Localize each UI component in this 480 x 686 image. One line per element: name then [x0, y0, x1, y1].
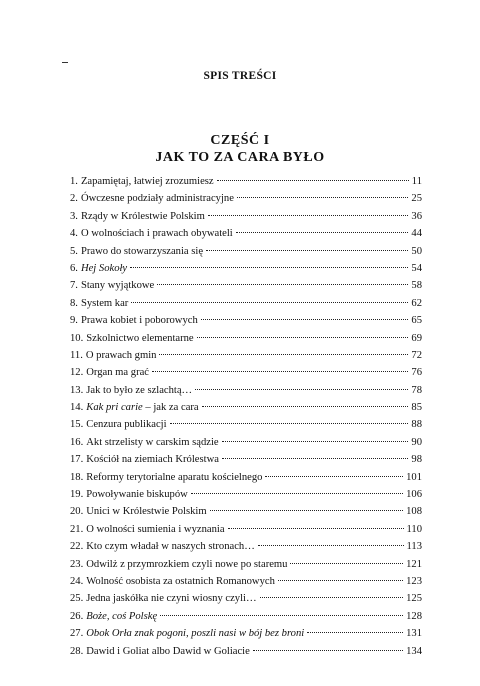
toc-entry-title-text: Kościół na ziemiach Królestwa [86, 454, 219, 466]
dot-leader [202, 396, 409, 407]
dot-leader [290, 553, 403, 564]
toc-entry-number: 19. [70, 489, 84, 501]
toc-entry-number: 15. [70, 419, 84, 431]
toc-entry-page-number: 90 [411, 436, 422, 448]
toc-entry-number: 16. [70, 436, 84, 448]
toc-entry-title [83, 364, 149, 381]
dot-leader [131, 292, 408, 303]
toc-entry-title [83, 608, 157, 625]
toc-entry-title-text: Dawid i Goliat albo Dawid w Goliacie [86, 645, 250, 657]
toc-entry-page-number: 54 [411, 262, 422, 274]
toc-entry-number: 3. [70, 210, 78, 222]
toc-entry-page-number: 108 [406, 506, 422, 518]
toc-entry-page-number: 101 [406, 471, 422, 483]
dot-leader [258, 535, 404, 546]
toc-entry-page-number: 128 [406, 610, 422, 622]
toc-entry-number: 26. [70, 610, 84, 622]
toc-entry-number: 20. [70, 506, 84, 518]
toc-entry-title-text: O wolnościach i prawach obywateli [80, 228, 233, 240]
toc-entry-page-number: 123 [406, 575, 422, 587]
toc-entry-number: 21. [70, 523, 84, 535]
toc-entry-title-text: Obok Orła znak pogoni, poszli nasi w bój bez broni [86, 628, 305, 640]
toc-entry-page-number: 25 [411, 193, 422, 205]
toc-entry-number: 5. [70, 245, 78, 257]
toc-entry-number: 28. [70, 645, 84, 657]
dot-leader [157, 274, 408, 285]
toc-entry-title [83, 434, 218, 451]
dot-leader [260, 587, 404, 598]
toc-entry-title-text: Rządy w Królestwie Polskim [80, 210, 205, 222]
toc-entry-title-text: Reformy terytorialne aparatu kościelnego [86, 471, 263, 483]
toc-entry-title-text: Prawo do stowarzyszania się [80, 245, 204, 257]
toc-entry-number: 25. [70, 593, 84, 605]
toc-entry-title-text: Prawa kobiet i poborowych [80, 315, 198, 327]
dot-leader [191, 483, 403, 494]
toc-entry-title-text: Akt strzelisty w carskim sądzie [86, 436, 219, 448]
toc-entry-page-number: 98 [411, 454, 422, 466]
toc-entry-page-number: 50 [411, 245, 422, 257]
toc-entry-title [78, 173, 214, 190]
dot-leader [307, 622, 403, 633]
toc-entry-page-number: 106 [406, 489, 422, 501]
toc-entry-page-number: 62 [411, 297, 422, 309]
toc-entry-number: 18. [70, 471, 84, 483]
toc-entry-number: 14. [70, 402, 84, 414]
toc-entry-number: 4. [70, 228, 78, 240]
toc-entry-title [78, 312, 198, 329]
toc-entry-page-number: 113 [406, 541, 422, 553]
dot-leader [237, 187, 408, 198]
dot-leader [160, 605, 403, 616]
toc-entry-page-number: 88 [411, 419, 422, 431]
toc-entry-title-text: O prawach gmin [85, 349, 157, 361]
toc-entry-page-number: 65 [411, 315, 422, 327]
toc-entry-title [78, 260, 127, 277]
dot-leader [222, 431, 409, 442]
toc-entry-title [83, 347, 157, 364]
toc-entry-number: 11. [70, 349, 83, 361]
toc-entry-number: 13. [70, 384, 84, 396]
toc-entry-title [78, 208, 205, 225]
toc-title: SPIS TREŚCI [203, 70, 277, 82]
toc-entry-title-text: Szkolnictwo elementarne [86, 332, 194, 344]
toc-entry-number: 7. [70, 280, 78, 292]
dot-leader [195, 379, 408, 390]
toc-entry-page-number: 58 [411, 280, 422, 292]
toc-entry-number: 1. [70, 176, 78, 187]
toc-entry-title-text: Zapamiętaj, łatwiej zrozumiesz [80, 176, 214, 187]
toc-entry-title [83, 382, 192, 399]
toc-entry-page-number: 36 [411, 210, 422, 222]
part-heading: CZĘŚĆ I [210, 133, 270, 148]
toc-entry-title [83, 486, 188, 503]
toc-entry-title [83, 416, 166, 433]
dot-leader [170, 413, 409, 424]
toc-entry [70, 643, 422, 660]
toc-entry-title [83, 573, 275, 590]
toc-entry-title [83, 538, 255, 555]
toc-entry-page-number: 121 [406, 558, 422, 570]
dot-leader [236, 222, 409, 233]
toc-entry-number: 6. [70, 262, 78, 274]
toc-entry-title-text: Ówczesne podziały administracyjne [80, 193, 234, 205]
dot-leader [265, 466, 403, 477]
toc-entry-page-number: 44 [411, 228, 422, 240]
toc-entry-page-number: 11 [411, 176, 422, 187]
toc-entry-title-text: Kto czym władał w naszych stronach… [86, 541, 255, 553]
toc-entry-title-text: Organ ma grać [86, 367, 150, 379]
toc-entry-number: 27. [70, 628, 84, 640]
toc-entry-number: 17. [70, 454, 84, 466]
toc-entry-title-text: Cenzura publikacji [86, 419, 167, 431]
toc-entry-number: 10. [70, 332, 84, 344]
toc-entry-title [83, 451, 219, 468]
toc-entry-page-number: 76 [411, 367, 422, 379]
toc-entry-title-text: System kar [80, 297, 129, 309]
toc-entry-title [83, 521, 224, 538]
toc-entry-title [83, 503, 206, 520]
dot-leader [130, 257, 408, 268]
toc-entry-title [78, 295, 128, 312]
dot-leader [208, 205, 409, 216]
toc-entry-title-text: Boże, coś Polskę [86, 610, 158, 622]
toc-entry-title-text: Jedna jaskółka nie czyni wiosny czyli… [86, 593, 257, 605]
toc-entry-title-text: Powoływanie biskupów [86, 489, 188, 501]
toc-entry-title [83, 556, 287, 573]
toc-entry-title-text: Unici w Królestwie Polskim [86, 506, 207, 518]
toc-entry-title-text: Hej Sokoły [80, 262, 128, 274]
dot-leader [228, 518, 404, 529]
toc-entry-number: 8. [70, 297, 78, 309]
dot-leader [206, 240, 408, 251]
toc-entry-page-number: 78 [411, 384, 422, 396]
toc-entry-number: 2. [70, 193, 78, 205]
toc-list [70, 173, 422, 660]
toc-entry-number: 12. [70, 367, 84, 379]
toc-entry-page-number: 85 [411, 402, 422, 414]
toc-entry-number: 24. [70, 575, 84, 587]
toc-entry-title [83, 643, 250, 660]
dot-leader [253, 640, 403, 651]
toc-entry-page-number: 131 [406, 628, 422, 640]
toc-entry-page-number: 125 [406, 593, 422, 605]
dot-leader [197, 327, 409, 338]
dot-leader [222, 448, 408, 459]
toc-entry-title-text: Wolność osobista za ostatnich Romanowych [86, 575, 275, 587]
toc-entry-page-number: 110 [406, 523, 422, 535]
toc-entry-number: 9. [70, 315, 78, 327]
corner-mark [62, 62, 68, 63]
dot-leader [210, 500, 404, 511]
part-subheading: JAK TO ZA CARA BYŁO [155, 150, 325, 165]
toc-entry-title-text: Odwilż z przymrozkiem czyli nowe po staremu [86, 558, 288, 570]
toc-entry-title-suffix: – jak za cara [142, 402, 199, 414]
toc-entry-page-number: 72 [411, 349, 422, 361]
toc-entry-page-number: 134 [406, 645, 422, 657]
toc-entry-title-text: Stany wyjątkowe [80, 280, 155, 292]
toc-entry-number: 22. [70, 541, 84, 553]
dot-leader [201, 309, 409, 320]
dot-leader [159, 344, 408, 355]
dot-leader [152, 361, 408, 372]
toc-entry-page-number: 69 [411, 332, 422, 344]
toc-entry-title-text: O wolności sumienia i wyznania [86, 523, 225, 535]
toc-entry-title-text: Kak pri carie [86, 402, 143, 414]
dot-leader [278, 570, 403, 581]
dot-leader [217, 170, 409, 181]
toc-entry-title-text: Jak to było ze szlachtą… [86, 384, 193, 396]
toc-entry-number: 23. [70, 558, 84, 570]
